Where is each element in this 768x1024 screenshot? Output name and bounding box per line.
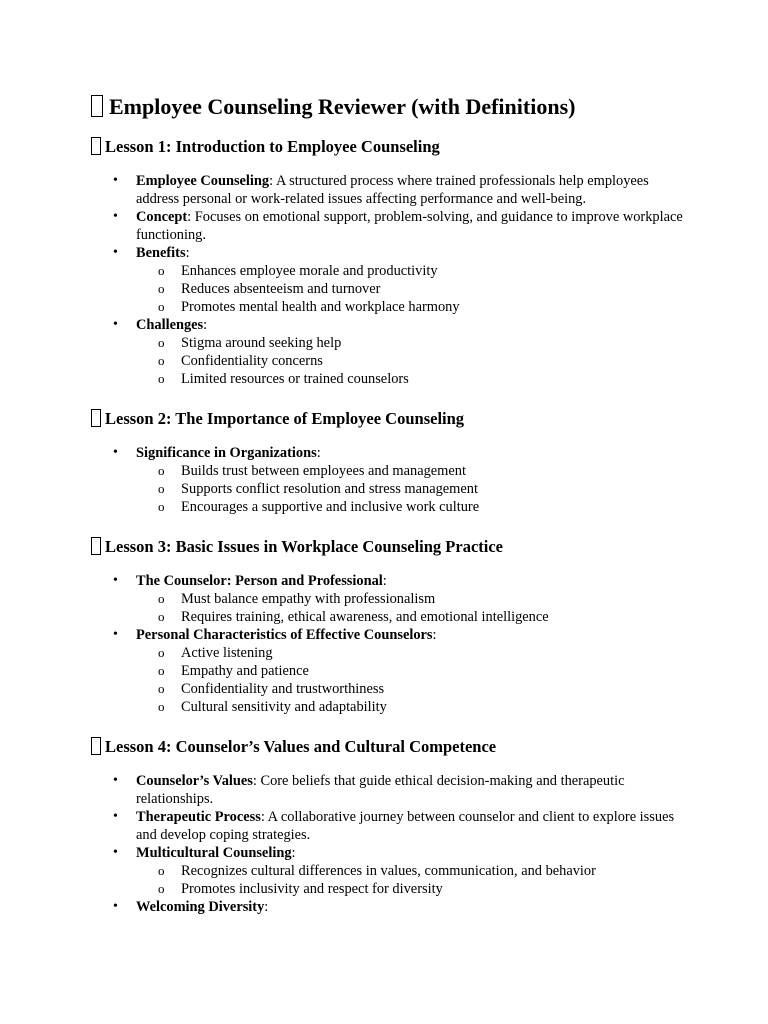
lesson-heading-text: Lesson 1: Introduction to Employee Counseling: [105, 137, 440, 156]
sub-bullet-text: Enhances employee morale and productivity: [181, 263, 438, 279]
missing-glyph-icon: [91, 137, 101, 155]
term-separator: :: [252, 773, 257, 789]
sub-bullet-marker: o: [158, 481, 165, 496]
sub-bullet-marker: o: [158, 863, 165, 878]
sub-bullet-marker: o: [158, 881, 165, 896]
sub-bullet-item: [136, 590, 691, 608]
sub-bullet-text: Active listening: [181, 645, 273, 661]
sub-bullet-text: Encourages a supportive and inclusive work culture: [181, 499, 480, 515]
sub-bullet-marker: o: [158, 353, 165, 368]
bullet-marker: •: [113, 809, 118, 824]
sub-bullet-marker: o: [158, 263, 165, 278]
sub-bullet-text: Promotes inclusivity and respect for diversity: [181, 881, 443, 897]
sub-bullet-item: [136, 262, 691, 280]
sub-bullet-text: Requires training, ethical awareness, and emotional intelligence: [181, 609, 549, 625]
document-body: [91, 92, 691, 936]
term: Employee Counseling: [136, 173, 270, 189]
bullet-item: [91, 772, 691, 808]
sub-bullet-list: [136, 462, 691, 516]
lesson-bullet-list: [91, 172, 691, 388]
sub-bullet-text: Supports conflict resolution and stress management: [181, 481, 478, 497]
sub-bullet-text: Promotes mental health and workplace harmony: [181, 299, 460, 315]
sub-bullet-text: Empathy and patience: [181, 663, 309, 679]
document-title: [91, 92, 691, 122]
definition: Focuses on emotional support, problem-solving, and guidance to improve workplace functioning.: [136, 209, 683, 243]
missing-glyph-icon: [91, 737, 101, 755]
lesson-heading-text: Lesson 3: Basic Issues in Workplace Counseling Practice: [105, 537, 504, 556]
sub-bullet-item: [136, 280, 691, 298]
bullet-item: [91, 808, 691, 844]
term: Personal Characteristics of Effective Counselors: [136, 627, 433, 643]
sub-bullet-item: [136, 370, 691, 388]
sub-bullet-item: [136, 680, 691, 698]
definition: A structured process where trained professionals help employees address personal or work-related issues affecting performance and well-being.: [136, 173, 649, 207]
sub-bullet-item: [136, 462, 691, 480]
term-separator: :: [382, 573, 387, 589]
term-separator: :: [203, 317, 208, 333]
term: Benefits: [136, 245, 186, 261]
sub-bullet-list: [136, 862, 691, 898]
sub-bullet-item: [136, 298, 691, 316]
sub-bullet-item: [136, 662, 691, 680]
sub-bullet-item: [136, 498, 691, 516]
missing-glyph-icon: [91, 95, 103, 117]
sub-bullet-list: [136, 590, 691, 626]
sub-bullet-text: Limited resources or trained counselors: [181, 371, 409, 387]
missing-glyph-icon: [91, 537, 101, 555]
sub-bullet-item: [136, 480, 691, 498]
term-separator: :: [269, 173, 274, 189]
bullet-marker: •: [113, 627, 118, 642]
term: Counselor’s Values: [136, 773, 253, 789]
bullet-item: [91, 208, 691, 244]
sub-bullet-marker: o: [158, 645, 165, 660]
bullet-item: [91, 244, 691, 316]
sub-bullet-text: Recognizes cultural differences in values, communication, and behavior: [181, 863, 596, 879]
bullet-item: [91, 898, 691, 916]
term-separator: :: [316, 445, 321, 461]
lesson-heading-text: Lesson 4: Counselor’s Values and Cultural Competence: [105, 737, 497, 756]
sub-bullet-text: Must balance empathy with professionalism: [181, 591, 436, 607]
sub-bullet-item: [136, 334, 691, 352]
document-title-text: Employee Counseling Reviewer (with Definitions): [109, 94, 576, 119]
term: Concept: [136, 209, 188, 225]
sub-bullet-list: [136, 334, 691, 388]
bullet-marker: •: [113, 573, 118, 588]
lessons-container: [91, 136, 691, 916]
sub-bullet-marker: o: [158, 281, 165, 296]
bullet-marker: •: [113, 899, 118, 914]
term-separator: :: [432, 627, 437, 643]
sub-bullet-item: [136, 352, 691, 370]
sub-bullet-item: [136, 698, 691, 716]
sub-bullet-marker: o: [158, 463, 165, 478]
sub-bullet-text: Builds trust between employees and management: [181, 463, 466, 479]
lesson-bullet-list: [91, 444, 691, 516]
lesson-heading-text: Lesson 2: The Importance of Employee Counseling: [105, 409, 465, 428]
sub-bullet-list: [136, 262, 691, 316]
definition: Core beliefs that guide ethical decision-making and therapeutic relationships.: [136, 773, 625, 807]
sub-bullet-marker: o: [158, 663, 165, 678]
lesson-heading: [91, 136, 691, 158]
bullet-marker: •: [113, 773, 118, 788]
sub-bullet-text: Reduces absenteeism and turnover: [181, 281, 381, 297]
term: Multicultural Counseling: [136, 845, 292, 861]
sub-bullet-marker: o: [158, 371, 165, 386]
lesson-bullet-list: [91, 772, 691, 916]
sub-bullet-text: Confidentiality concerns: [181, 353, 323, 369]
bullet-item: [91, 444, 691, 516]
term: Challenges: [136, 317, 204, 333]
sub-bullet-marker: o: [158, 299, 165, 314]
sub-bullet-item: [136, 608, 691, 626]
term-separator: :: [185, 245, 190, 261]
term-separator: :: [264, 899, 269, 915]
sub-bullet-marker: o: [158, 699, 165, 714]
term-separator: :: [291, 845, 296, 861]
bullet-marker: •: [113, 173, 118, 188]
lesson-heading: [91, 408, 691, 430]
bullet-marker: •: [113, 245, 118, 260]
term: Therapeutic Process: [136, 809, 261, 825]
sub-bullet-list: [136, 644, 691, 716]
bullet-marker: •: [113, 317, 118, 332]
bullet-item: [91, 844, 691, 898]
term-separator: :: [260, 809, 265, 825]
bullet-marker: •: [113, 445, 118, 460]
sub-bullet-text: Stigma around seeking help: [181, 335, 342, 351]
term: The Counselor: Person and Professional: [136, 573, 383, 589]
sub-bullet-item: [136, 644, 691, 662]
sub-bullet-item: [136, 862, 691, 880]
lesson-heading: [91, 536, 691, 558]
lesson-bullet-list: [91, 572, 691, 716]
bullet-item: [91, 172, 691, 208]
sub-bullet-text: Confidentiality and trustworthiness: [181, 681, 385, 697]
sub-bullet-marker: o: [158, 609, 165, 624]
missing-glyph-icon: [91, 409, 101, 427]
term-separator: :: [187, 209, 192, 225]
definition: A collaborative journey between counselor and client to explore issues and develop coping strategies.: [136, 809, 675, 843]
term: Significance in Organizations: [136, 445, 317, 461]
sub-bullet-marker: o: [158, 681, 165, 696]
sub-bullet-marker: o: [158, 591, 165, 606]
bullet-item: [91, 626, 691, 716]
bullet-marker: •: [113, 845, 118, 860]
sub-bullet-text: Cultural sensitivity and adaptability: [181, 699, 387, 715]
lesson-heading: [91, 736, 691, 758]
sub-bullet-marker: o: [158, 499, 165, 514]
bullet-marker: •: [113, 209, 118, 224]
sub-bullet-item: [136, 880, 691, 898]
sub-bullet-marker: o: [158, 335, 165, 350]
bullet-item: [91, 572, 691, 626]
term: Welcoming Diversity: [136, 899, 265, 915]
bullet-item: [91, 316, 691, 388]
